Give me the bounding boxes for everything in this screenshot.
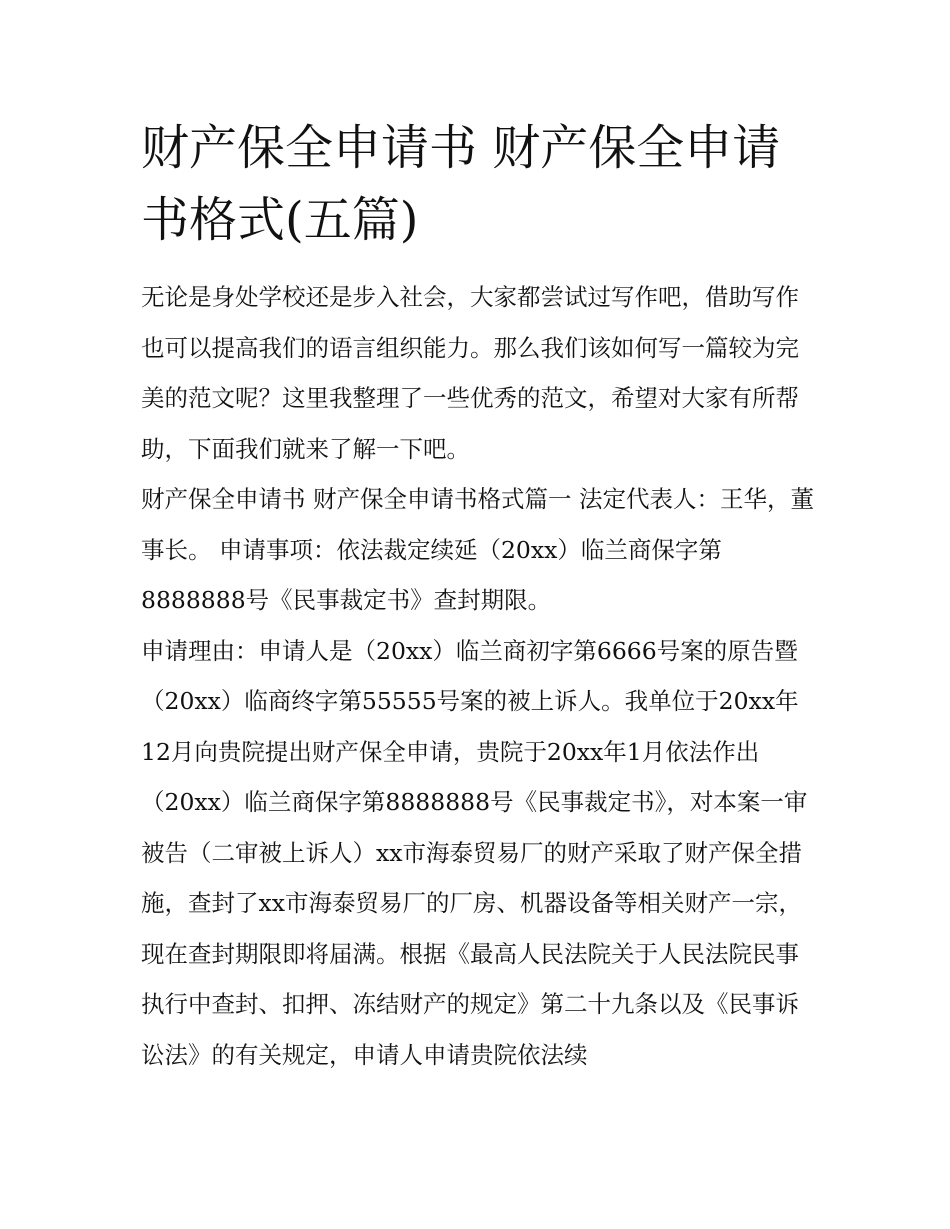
application-header-paragraph: 财产保全申请书 财产保全申请书格式篇一 法定代表人：王华，董事长。 申请事项：依法裁定续延（20xx）临兰商保字第8888888号《民事裁定书》查封期限。: [141, 485, 814, 614]
intro-paragraph: 无论是身处学校还是步入社会，大家都尝试过写作吧，借助写作也可以提高我们的语言组织能力。那么我们该如何写一篇较为完美的范文呢？这里我整理了一些优秀的范文，希望对大家有所帮助，下面我们就来了解一下吧。: [141, 283, 799, 463]
application-reason-paragraph: 申请理由：申请人是（20xx）临兰商初字第6666号案的原告暨（20xx）临商终字第55555号案的被上诉人。我单位于20xx年12月向贵院提出财产保全申请，贵院于20xx年1月依法作出（20xx）临兰商保字第8888888号《民事裁定书》，对本案一审被告（二审被上诉人）xx市海泰贸易厂的财产采取了财产保全措施，查封了xx市海泰贸易厂的厂房、机器设备等相关财产一宗，现在查封期限即将届满。根据《最高人民法院关于人民法院民事执行中查封、扣押、冻结财产的规定》第二十九条以及《民事诉讼法》的有关规定，申请人申请贵院依法续: [141, 636, 808, 1069]
document-body: [141, 112, 815, 1080]
document-title: 财产保全申请书 财产保全申请书格式(五篇): [141, 120, 781, 248]
